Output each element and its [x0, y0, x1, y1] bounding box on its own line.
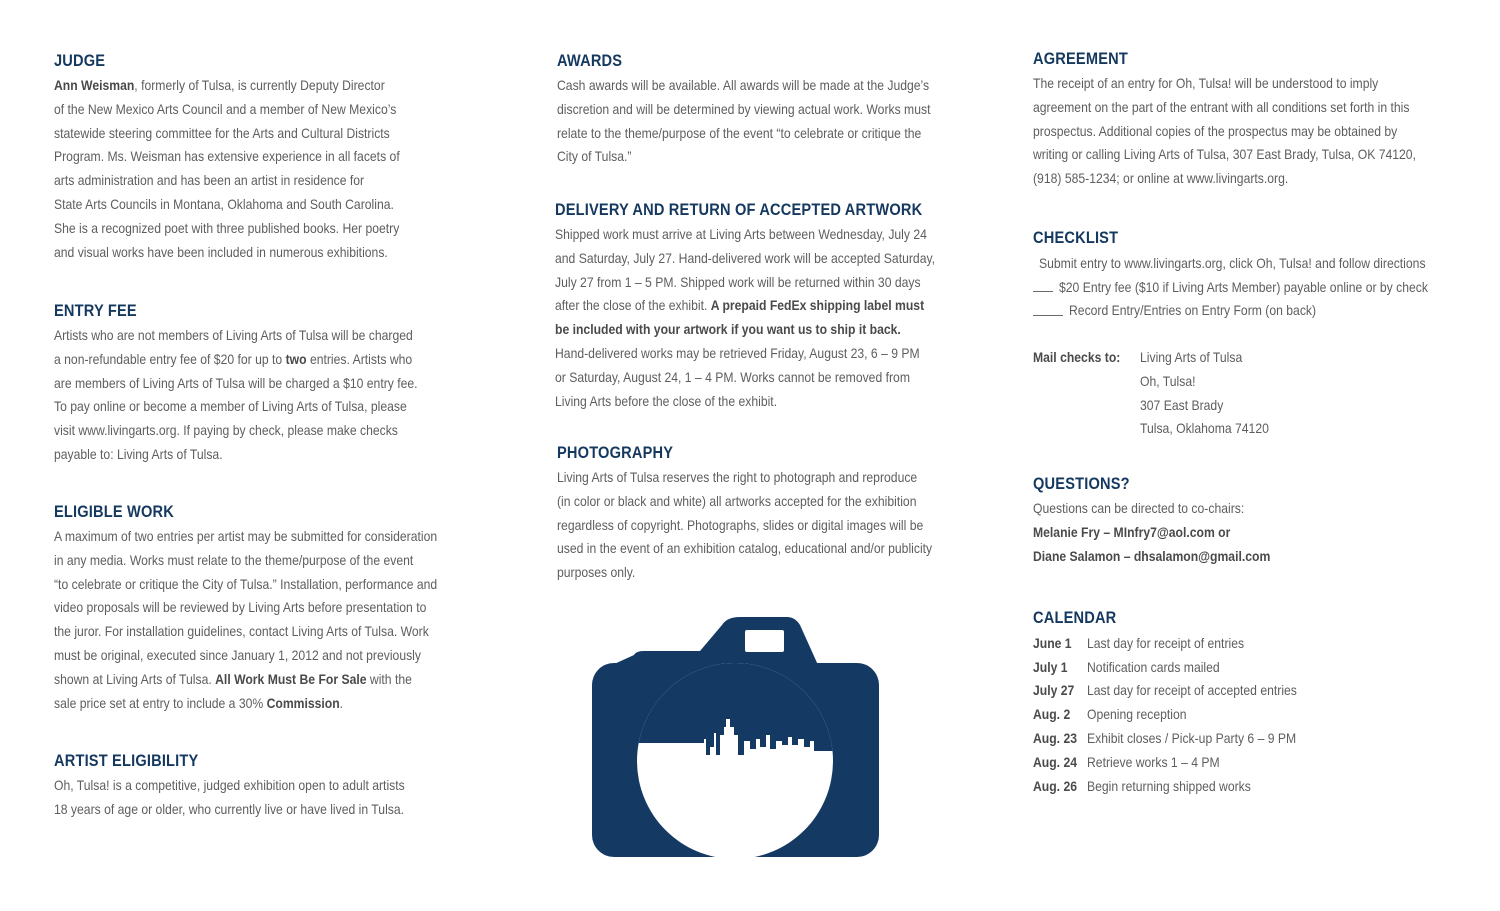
agreement-section	[1033, 49, 1483, 191]
delivery-heading: DELIVERY AND RETURN OF ACCEPTED ARTWORK	[555, 200, 923, 219]
artist-eligibility-heading: ARTIST ELIGIBILITY	[54, 751, 199, 770]
judge-heading: JUDGE	[54, 51, 106, 70]
awards-heading: AWARDS	[557, 51, 623, 70]
eligible-work-section	[54, 502, 474, 715]
entry-fee-section	[54, 301, 474, 467]
artist-eligibility-body: Oh, Tulsa! is a competitive, judged exhibition open to adult artists 18 years of age or older, who currently live or have lived in Tulsa.	[54, 777, 405, 817]
awards-body: Cash awards will be available. All awards will be made at the Judge’s discretion and will be determined by viewing actual work. Works must relate to the theme/purpose of the event “to celebrate or critique the City of Tulsa.”	[557, 77, 931, 165]
checklist-item: Submit entry to www.livingarts.org, click Oh, Tulsa! and follow directions	[1039, 254, 1426, 271]
camera-skyline-icon	[592, 615, 879, 857]
mail-checks-label: Mail checks to:	[1033, 349, 1121, 365]
judge-body: Ann Weisman, formerly of Tulsa, is currently Deputy Director of the New Mexico Arts Council and a member of New Mexico’s statewide steering committee for the Arts and Cultural Districts Program. Ms. Weisman has extensive experience in all facets of arts administration and has been an artist in residence for State Arts Councils in Montana, Oklahoma and South Carolina. She is a recognized poet with three published books. Her poetry and visual works have been included in numerous exhibitions.	[54, 77, 400, 260]
calendar-heading: CALENDAR	[1033, 608, 1117, 627]
eligible-work-heading: ELIGIBLE WORK	[54, 502, 175, 521]
delivery-body: Shipped work must arrive at Living Arts between Wednesday, July 24 and Saturday, July 27. Hand-delivered work will be accepted Saturday, July 27 from 1 – 5 PM. Shipped work will be returned within 30 days after the close of the exhibit. A prepaid FedEx shipping label must be included with your artwork if you want us to ship it back. Hand-delivered works may be retrieved Friday, August 23, 6 – 9 PM or Saturday, August 24, 1 – 4 PM. Works cannot be removed from Living Arts before the close of the exhibit.	[555, 226, 936, 409]
checklist-item: Record Entry/Entries on Entry Form (on back)	[1033, 299, 1483, 323]
entry-fee-body: Artists who are not members of Living Arts of Tulsa will be charged a non-refundable entry fee of $20 for up to two entries. Artists who are members of Living Arts of Tulsa will be charged a $10 entry fee. To pay online or become a member of Living Arts of Tulsa, please visit www.livingarts.org. If paying by check, please make checks payable to: Living Arts of Tulsa.	[54, 327, 418, 462]
mail-address: Living Arts of Tulsa Oh, Tulsa! 307 East Brady Tulsa, Oklahoma 74120	[1140, 349, 1269, 437]
checkbox-blank[interactable]	[1033, 315, 1063, 316]
checkbox-blank[interactable]	[1033, 291, 1053, 292]
calendar-row: July 27 Last day for receipt of accepted entries	[1033, 682, 1297, 699]
contact-melanie[interactable]: Melanie Fry – MInfry7@aol.com or	[1033, 523, 1231, 540]
calendar-row: Aug. 23 Exhibit closes / Pick-up Party 6 – 9 PM	[1033, 730, 1297, 747]
photography-section	[557, 443, 957, 585]
contact-diane[interactable]: Diane Salamon – dhsalamon@gmail.com	[1033, 547, 1271, 564]
questions-body: Questions can be directed to co-chairs: Melanie Fry – MInfry7@aol.com or Diane Salamon – dhsalamon@gmail.com	[1033, 500, 1271, 564]
questions-section	[1033, 474, 1483, 568]
calendar-row: Aug. 26 Begin returning shipped works	[1033, 777, 1251, 794]
delivery-section	[555, 200, 955, 413]
calendar-row: July 1 Notification cards mailed	[1033, 658, 1220, 675]
eligible-work-body: A maximum of two entries per artist may be submitted for consideration in any media. Works must relate to the theme/purpose of the event “to celebrate or critique the City of Tulsa.” Installation, performance and video proposals will be reviewed by Living Arts before presentation to the juror. For installation guidelines, contact Living Arts of Tulsa. Work must be original, executed since January 1, 2012 and not previously shown at Living Arts of Tulsa. All Work Must Be For Sale with the sale price set at entry to include a 30% Commission.	[54, 528, 438, 711]
photography-heading: PHOTOGRAPHY	[557, 443, 674, 462]
mail-checks-block	[1033, 346, 1483, 441]
checklist-item: $20 Entry fee ($10 if Living Arts Member) payable online or by check	[1033, 275, 1483, 299]
entry-fee-heading: ENTRY FEE	[54, 301, 137, 320]
judge-name: Ann Weisman	[54, 77, 135, 93]
checklist-section	[1033, 228, 1483, 322]
agreement-body: The receipt of an entry for Oh, Tulsa! will be understood to imply agreement on the part of the entrant with all conditions set forth in this prospectus. Additional copies of the prospectus may be obtained by writing or calling Living Arts of Tulsa, 307 East Brady, Tulsa, OK 74120, (918) 585-1234; or online at www.livingarts.org.	[1033, 75, 1416, 187]
calendar-section	[1033, 608, 1483, 798]
calendar-row: Aug. 2 Opening reception	[1033, 706, 1187, 723]
calendar-row: Aug. 24 Retrieve works 1 – 4 PM	[1033, 753, 1220, 770]
questions-heading: QUESTIONS?	[1033, 474, 1130, 493]
awards-section	[557, 51, 957, 169]
calendar-row: June 1 Last day for receipt of entries	[1033, 634, 1245, 651]
checklist-heading: CHECKLIST	[1033, 228, 1119, 247]
artist-eligibility-section	[54, 751, 474, 822]
judge-section	[54, 51, 474, 264]
photography-body: Living Arts of Tulsa reserves the right to photograph and reproduce (in color or black and white) all artworks accepted for the exhibition regardless of copyright. Photographs, slides or digital images will be used in the event of an exhibition catalog, educational and/or publicity purposes only.	[557, 469, 933, 581]
agreement-heading: AGREEMENT	[1033, 49, 1128, 68]
